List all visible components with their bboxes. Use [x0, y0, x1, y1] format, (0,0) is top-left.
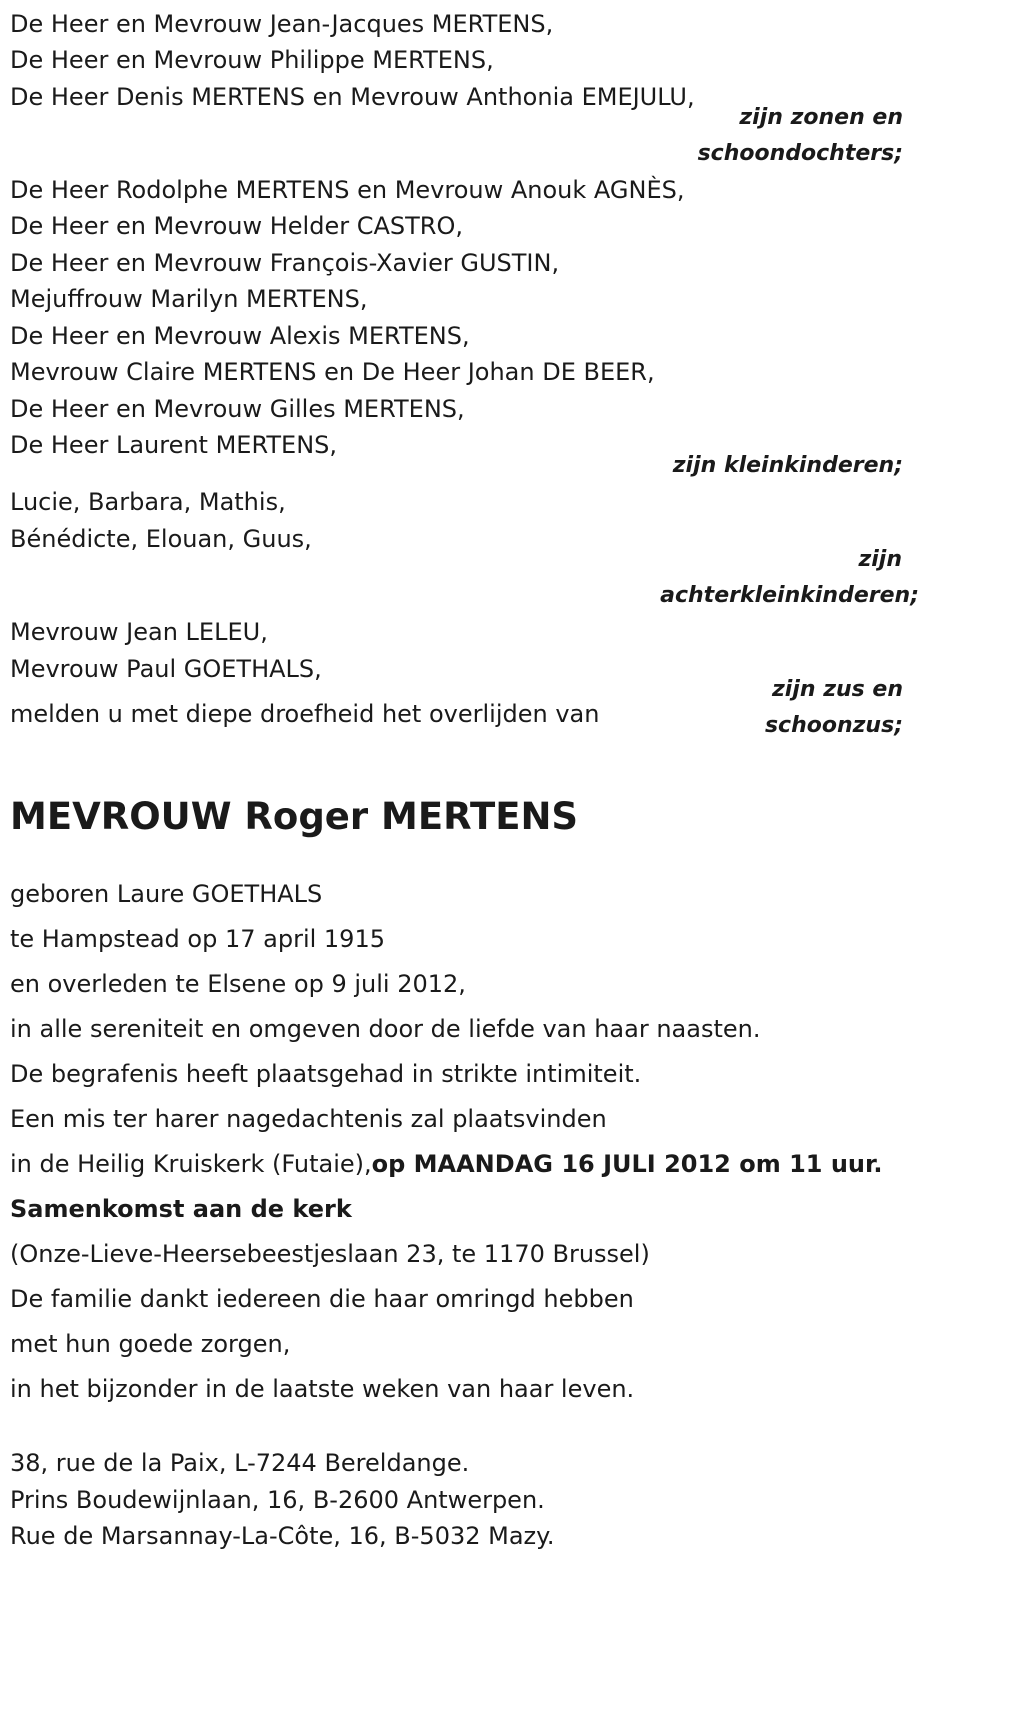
- closing-line: De familie dankt iedereen die haar omringd hebben: [10, 1285, 634, 1313]
- relation-label: zijn kleinkinderen;: [672, 453, 903, 478]
- address-line: Prins Boudewijnlaan, 16, B-2600 Antwerpen.: [10, 1486, 545, 1514]
- closing-line: in het bijzonder in de laatste weken van haar leven.: [10, 1375, 635, 1403]
- family-line: Mevrouw Jean LELEU,: [10, 618, 268, 646]
- family-line: De Heer Laurent MERTENS,: [10, 431, 338, 459]
- relation-label: schoonzus;: [764, 713, 903, 738]
- mass-date: op MAANDAG 16 JULI 2012 om 11 uur.: [371, 1150, 883, 1178]
- relation-label: zijn: [858, 547, 902, 572]
- announcement-text: melden u met diepe droefheid het overlijden van: [10, 700, 600, 728]
- family-line: De Heer en Mevrouw Jean-Jacques MERTENS,: [10, 10, 554, 38]
- family-line: De Heer en Mevrouw Gilles MERTENS,: [10, 395, 465, 423]
- detail-line: en overleden te Elsene op 9 juli 2012,: [10, 970, 466, 998]
- family-line: Mevrouw Claire MERTENS en De Heer Johan DE BEER,: [10, 358, 655, 386]
- family-line: De Heer en Mevrouw Alexis MERTENS,: [10, 322, 470, 350]
- relation-label: schoondochters;: [697, 141, 903, 166]
- family-line: Mejuffrouw Marilyn MERTENS,: [10, 285, 368, 313]
- deceased-name: MEVROUW Roger MERTENS: [10, 795, 579, 838]
- family-line: De Heer en Mevrouw François-Xavier GUSTIN,: [10, 249, 560, 277]
- detail-line: in alle sereniteit en omgeven door de liefde van haar naasten.: [10, 1015, 761, 1043]
- detail-line: te Hampstead op 17 april 1915: [10, 925, 385, 953]
- closing-line: (Onze-Lieve-Heersebeestjeslaan 23, te 1170 Brussel): [10, 1240, 650, 1268]
- relation-label: zijn zonen en: [739, 105, 903, 130]
- detail-line: geboren Laure GOETHALS: [10, 880, 323, 908]
- family-line: De Heer en Mevrouw Philippe MERTENS,: [10, 46, 494, 74]
- family-line: De Heer en Mevrouw Helder CASTRO,: [10, 212, 463, 240]
- family-line: De Heer Denis MERTENS en Mevrouw Anthonia EMEJULU,: [10, 83, 695, 111]
- mass-info-line: [10, 1152, 883, 1176]
- address-line: 38, rue de la Paix, L-7244 Bereldange.: [10, 1449, 470, 1477]
- detail-line: Een mis ter harer nagedachtenis zal plaatsvinden: [10, 1105, 607, 1133]
- closing-line: met hun goede zorgen,: [10, 1330, 291, 1358]
- family-line: De Heer Rodolphe MERTENS en Mevrouw Anouk AGNÈS,: [10, 176, 685, 204]
- family-line: Lucie, Barbara, Mathis,: [10, 488, 286, 516]
- address-line: Rue de Marsannay-La-Côte, 16, B-5032 Mazy.: [10, 1522, 555, 1550]
- gathering-note: Samenkomst aan de kerk: [10, 1195, 352, 1223]
- relation-label: zijn zus en: [771, 677, 903, 702]
- family-line: Mevrouw Paul GOETHALS,: [10, 655, 322, 683]
- relation-label: achterkleinkinderen;: [660, 583, 919, 608]
- detail-line: De begrafenis heeft plaatsgehad in strikte intimiteit.: [10, 1060, 642, 1088]
- family-line: Bénédicte, Elouan, Guus,: [10, 525, 312, 553]
- mass-location: in de Heilig Kruiskerk (Futaie),: [10, 1150, 372, 1178]
